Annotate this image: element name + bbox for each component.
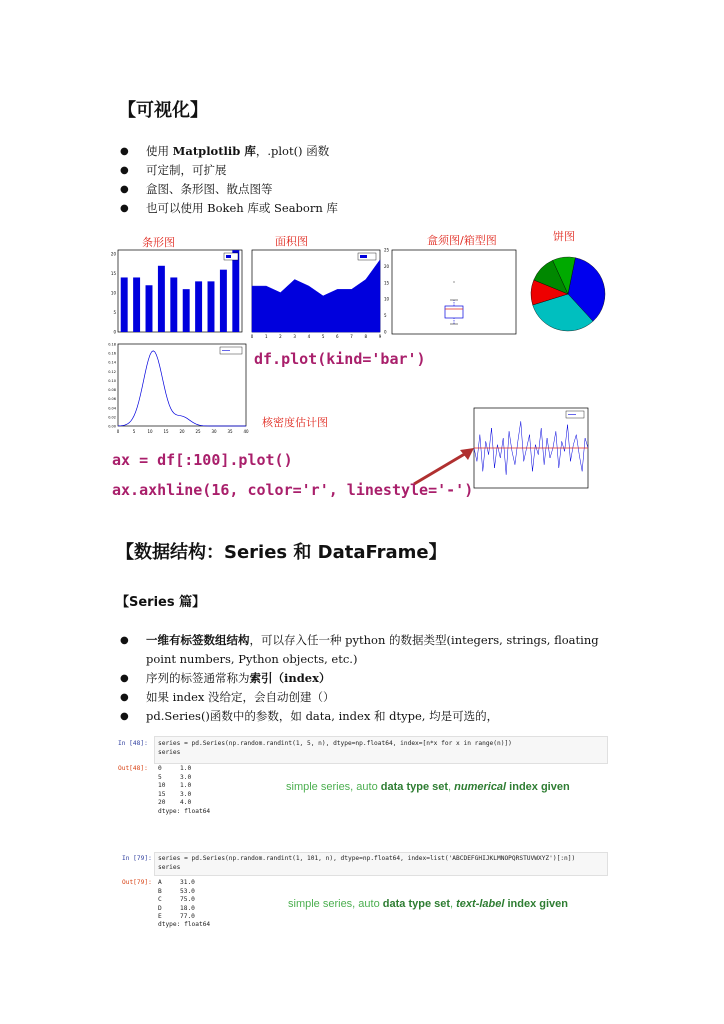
- tick-label: 9: [378, 334, 382, 339]
- tick-label: 10: [147, 429, 153, 434]
- tick-label: 0.14: [108, 360, 116, 365]
- tick-label: 8: [364, 334, 368, 339]
- out-prompt: Out[48]:: [118, 765, 148, 772]
- line-chart-axhline: [468, 406, 592, 494]
- list-item: ● 使用 Matplotlib 库，.plot() 函数: [120, 142, 620, 161]
- tick-label: 0: [116, 429, 120, 434]
- tick-label: 35: [227, 429, 233, 434]
- bar: [195, 281, 202, 332]
- tick-label: 30: [211, 429, 217, 434]
- code-plot-bar: df.plot(kind='bar'): [254, 350, 426, 368]
- area-chart: [246, 247, 390, 340]
- tick-label: 25: [195, 429, 201, 434]
- row-index: 0: [158, 765, 162, 772]
- tick-label: 2: [279, 334, 282, 339]
- dtype-text: dtype: float64: [158, 921, 211, 928]
- bar: [220, 270, 227, 332]
- box-chart-label: 盒须图/箱型图: [427, 234, 497, 247]
- tick-label: 0.08: [108, 388, 116, 393]
- row-index: D: [158, 904, 162, 912]
- in-prompt: In [48]:: [118, 740, 148, 747]
- row-index: 15: [158, 790, 166, 798]
- output-row: [158, 791, 191, 798]
- output-row: [158, 888, 195, 895]
- row-value: 4.0: [180, 799, 192, 807]
- output-row: [158, 879, 195, 886]
- tick-label: 25: [384, 247, 390, 253]
- row-value: 3.0: [180, 773, 192, 781]
- tick-label: 10: [384, 296, 390, 302]
- tick-label: 0: [384, 329, 387, 335]
- subheading-series: 【Series 篇】: [116, 595, 206, 610]
- bar: [232, 250, 239, 332]
- tick-label: 1: [264, 334, 268, 339]
- code-line-1: ax = df[:100].plot(): [112, 451, 293, 469]
- tick-label: 15: [163, 429, 169, 434]
- code-text: series: [158, 749, 181, 756]
- bar: [133, 277, 140, 332]
- list-item: ● pd.Series()函数中的参数，如 data, index 和 dtype, 均是可选的，: [120, 707, 620, 726]
- row-index: 20: [158, 799, 166, 807]
- row-value: 1.0: [180, 765, 192, 772]
- tick-label: 4: [307, 334, 311, 339]
- bar: [121, 277, 128, 332]
- annotation-text-label-index: simple series, auto data type set, text-label index given: [288, 898, 569, 910]
- list-item: ● 也可以使用 Bokeh 库或 Seaborn 库: [120, 199, 620, 218]
- pie-chart: [528, 254, 608, 334]
- row-value: 18.0: [180, 904, 195, 912]
- tick-label: 5: [132, 429, 136, 434]
- tick-label: 0.00: [108, 424, 116, 429]
- tick-label: 5: [321, 334, 325, 339]
- code-line-2: ax.axhline(16, color='r', linestyle='-'): [112, 481, 474, 499]
- list-item: ● 可定制，可扩展: [120, 161, 620, 180]
- row-value: 75.0: [180, 896, 195, 904]
- output-row: [158, 799, 191, 806]
- box: [445, 306, 463, 318]
- area-chart-label: 面积图: [275, 235, 308, 248]
- section-heading-visualization: 【可视化】: [118, 100, 208, 121]
- tick-label: 0.10: [108, 378, 116, 383]
- tick-label: 3: [293, 334, 296, 339]
- tick-label: 0.02: [108, 415, 116, 420]
- tick-label: 0.12: [108, 369, 116, 374]
- bar: [208, 281, 215, 332]
- tick-label: 0: [250, 334, 254, 339]
- viz-bullet-list: [120, 142, 620, 218]
- tick-label: 0.16: [108, 351, 116, 356]
- in-prompt: In [79]:: [122, 855, 152, 862]
- tick-label: 40: [243, 429, 249, 434]
- tick-label: 5: [113, 310, 116, 316]
- output-row: [158, 782, 191, 789]
- row-value: 1.0: [180, 782, 192, 790]
- row-value: 53.0: [180, 887, 195, 895]
- row-index: 10: [158, 782, 166, 790]
- tick-label: 0.18: [108, 342, 116, 347]
- bar: [183, 289, 190, 332]
- out-prompt: Out[79]:: [122, 879, 152, 886]
- list-item: ● 盒图、条形图、散点图等: [120, 180, 620, 199]
- bar: [146, 285, 153, 332]
- output-row: [158, 905, 195, 912]
- output-row: [158, 913, 195, 920]
- row-index: C: [158, 896, 162, 904]
- tick-label: 20: [110, 251, 116, 257]
- row-value: 31.0: [180, 879, 195, 886]
- row-index: 5: [158, 773, 162, 781]
- row-index: B: [158, 887, 162, 895]
- list-item: ● 如果 index 没给定，会自动创建（）: [120, 688, 620, 707]
- bar-chart: [108, 248, 246, 338]
- tick-label: 20: [179, 429, 185, 434]
- bar-chart-label: 条形图: [142, 236, 175, 249]
- pie-chart-label: 饼图: [553, 230, 575, 243]
- list-item: ● 一维有标签数组结构，可以存入任一种 python 的数据类型(integers, strings, floating point numbers, Python objects, etc.): [120, 631, 620, 669]
- kde-chart: [106, 342, 250, 436]
- code-text: series: [158, 864, 181, 871]
- code-text: series = pd.Series(np.random.randint(1, 5, n), dtype=np.float64, index=[n*x for x in range(n)]): [158, 740, 512, 747]
- row-value: 3.0: [180, 790, 192, 798]
- row-index: E: [158, 913, 162, 921]
- dtype-text: dtype: float64: [158, 808, 211, 815]
- code-text: series = pd.Series(np.random.randint(1, 101, n), dtype=np.float64, index=list('ABCDEFGHIJKLMNOPQRSTUVWXYZ')[:n]): [158, 855, 576, 862]
- annotation-numerical-index: simple series, auto data type set, numerical index given: [286, 781, 570, 793]
- tick-label: 10: [110, 290, 116, 296]
- kde-chart-label: 核密度估计图: [262, 416, 328, 429]
- box-plot: [390, 248, 520, 338]
- tick-label: 6: [336, 334, 339, 339]
- row-value: 77.0: [180, 913, 195, 921]
- output-row: [158, 896, 195, 903]
- output-row: [158, 774, 191, 781]
- row-index: A: [158, 879, 162, 886]
- section-heading-data-structures: 【数据结构：Series 和 DataFrame】: [116, 542, 447, 563]
- tick-label: 0: [113, 329, 116, 335]
- series-bullet-list: [120, 631, 620, 726]
- tick-label: 15: [110, 271, 116, 277]
- output-row: [158, 765, 191, 772]
- tick-label: 20: [384, 263, 390, 269]
- tick-label: 0.06: [108, 397, 116, 402]
- tick-label: 15: [384, 280, 390, 286]
- bar: [170, 277, 177, 332]
- tick-label: 5: [384, 313, 387, 319]
- tick-label: 0.04: [108, 406, 116, 411]
- tick-label: 7: [350, 334, 353, 339]
- list-item: ● 序列的标签通常称为索引（index）: [120, 669, 620, 688]
- bar: [158, 266, 165, 332]
